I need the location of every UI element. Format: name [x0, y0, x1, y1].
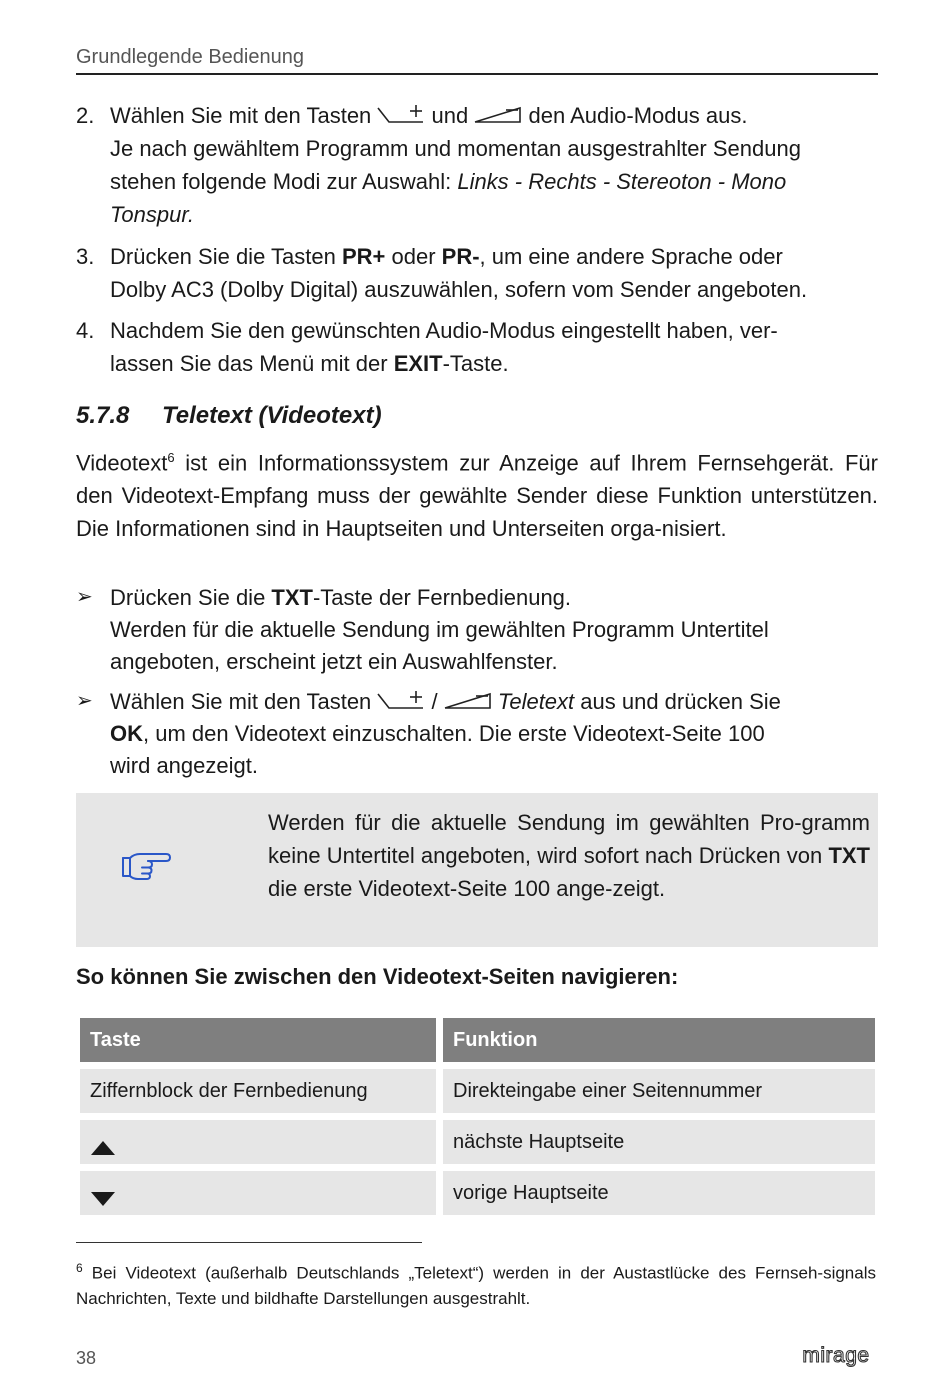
triangle-up-icon: [90, 1140, 116, 1156]
slash: /: [431, 689, 438, 714]
step-3-text-e: , um eine andere Sprache oder: [479, 244, 783, 269]
header-rule: [76, 73, 878, 75]
key-pr-minus: PR-: [441, 244, 480, 269]
step-2-number: 2.: [76, 103, 95, 128]
step-4-line-2: [110, 347, 878, 380]
key-txt: TXT: [271, 585, 313, 610]
step-3-line-1: [110, 240, 878, 273]
bullet-2-text-l2: , um den Videotext einzuschalten. Die erste Videotext-Seite 100: [143, 721, 765, 746]
bullet-2-line-1: [110, 685, 878, 718]
bullet-1-marker: ➢: [76, 586, 93, 608]
brand-logo: [793, 1343, 879, 1369]
table-cell-function: Direkteingabe einer Seitennummer: [443, 1069, 875, 1113]
audio-modes: Links - Rechts - Stereoton - Mono: [457, 169, 787, 194]
section-number: 5.7.8: [76, 402, 130, 429]
footnote-number: 6: [76, 1261, 83, 1275]
step-2-text-c: den Audio-Modus aus.: [528, 103, 748, 128]
step-2-line-2: Je nach gewähltem Programm und momentan ausgestrahlter Sendung: [110, 136, 801, 161]
note-text-c: die erste Videotext-Seite 100 ange-zeigt.: [268, 876, 666, 901]
intro-text: ist ein Informationssystem zur Anzeige auf Ihrem Fernsehgerät. Für den Videotext-Empfang muss der gewählte Sender diese Funktion unterstützen. Die Informationen sind in Hauptseiten und Unterseiten orga-nisiert.: [76, 450, 878, 542]
bullet-1-text-a: Drücken Sie die: [110, 585, 272, 610]
intro-paragraph: [76, 441, 878, 545]
table-cell-key: Ziffernblock der Fernbedienung: [80, 1069, 436, 1113]
table-header-funktion: Funktion: [443, 1018, 875, 1062]
step-2-text-b: und: [431, 103, 469, 128]
key-ok: OK: [110, 721, 143, 746]
bullet-1-line-2: Werden für die aktuelle Sendung im gewählten Programm Untertitel: [110, 617, 769, 642]
bullet-1-line-3: angeboten, erscheint jetzt ein Auswahlfenster.: [110, 649, 558, 674]
table-cell-function: nächste Hauptseite: [443, 1120, 875, 1164]
step-3-text-a: Drücken Sie die Tasten: [110, 244, 342, 269]
step-2-text-a: Wählen Sie mit den Tasten: [110, 103, 372, 128]
bullet-2-marker: ➢: [76, 690, 93, 712]
key-exit: EXIT: [393, 351, 443, 376]
key-pr-plus: PR+: [341, 244, 386, 269]
note-text-a: Werden für die aktuelle Sendung im gewählten Pro-gramm keine Untertitel angeboten, wird sofort nach Drücken von: [268, 810, 870, 868]
volume-down-key-icon: [474, 104, 522, 126]
note-text: [268, 806, 870, 905]
step-2-line-3-text: stehen folgende Modi zur Auswahl:: [110, 169, 458, 194]
triangle-down-icon: [90, 1191, 116, 1207]
bullet-2-line-2: [110, 717, 878, 750]
step-2-line-1: [110, 99, 878, 132]
step-4-line-1: Nachdem Sie den gewünschten Audio-Modus eingestellt haben, ver-: [110, 318, 778, 343]
running-header: Grundlegende Bedienung: [76, 46, 304, 68]
key-txt: TXT: [828, 843, 870, 868]
footnote-text: Bei Videotext (außerhalb Deutschlands „Teletext“) werden in der Austastlücke des Fernseh-signals Nachrichten, Texte und bildhafte Darstellungen ausgestrahlt.: [76, 1263, 876, 1308]
pointing-hand-icon: [120, 848, 172, 884]
step-3-number: 3.: [76, 244, 95, 269]
table-cell-key: [80, 1171, 436, 1215]
bullet-2-text-a: Wählen Sie mit den Tasten: [110, 689, 372, 714]
step-4-text-c: -Taste.: [442, 351, 509, 376]
section-heading: [76, 402, 382, 430]
table-cell-key: [80, 1120, 436, 1164]
table-subheading: So können Sie zwischen den Videotext-Seiten navigieren:: [76, 964, 679, 989]
step-3-line-2: Dolby AC3 (Dolby Digital) auszuwählen, sofern vom Sender angeboten.: [110, 277, 808, 302]
bullet-1-text-c: -Taste der Fernbedienung.: [312, 585, 572, 610]
table-cell-function: vorige Hauptseite: [443, 1171, 875, 1215]
bullet-2-text-c: aus und drücken Sie: [574, 689, 781, 714]
footnote-rule: [76, 1242, 422, 1243]
volume-up-key-icon: [377, 690, 425, 712]
footnote-ref[interactable]: 6: [167, 450, 175, 465]
intro-word: Videotext: [76, 450, 168, 476]
step-2-line-4: [110, 198, 878, 231]
step-4-number: 4.: [76, 318, 95, 343]
table-header-taste: Taste: [80, 1018, 436, 1062]
volume-down-key-icon: [444, 690, 492, 712]
volume-up-key-icon: [377, 104, 425, 126]
footnote: [76, 1256, 876, 1311]
brand-logo-text: mirage: [802, 1344, 870, 1367]
bullet-2-line-3: wird angezeigt.: [110, 753, 258, 778]
step-4-text-a: lassen Sie das Menü mit der: [110, 351, 394, 376]
step-2-line-3: [110, 165, 878, 198]
option-teletext: Teletext: [497, 689, 575, 714]
bullet-1-line-1: [110, 581, 878, 614]
audio-mode-mono: Tonspur.: [110, 202, 194, 227]
page-number: 38: [76, 1348, 97, 1368]
step-3-text-c: oder: [385, 244, 442, 269]
section-title: Teletext (Videotext): [162, 402, 382, 429]
